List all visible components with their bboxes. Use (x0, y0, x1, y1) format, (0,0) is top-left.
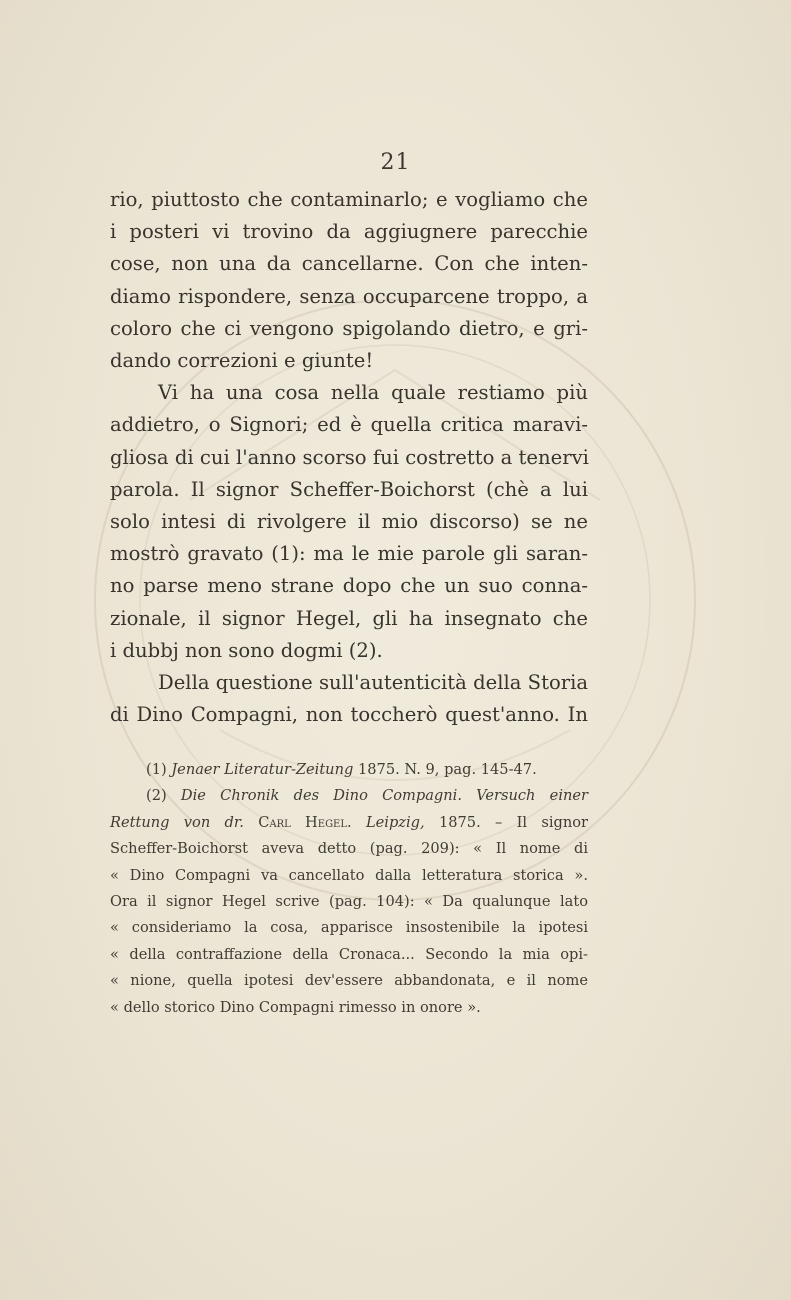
footnote-marker: (1) (146, 761, 167, 778)
footnote-marker: (2) (146, 787, 167, 805)
text-line: « nione, quella ipotesi dev'essere abbandonata, e il nome (110, 972, 588, 990)
text-line: zionale, il signor Hegel, gli ha insegnato che (110, 606, 588, 630)
text-line: gliosa di cui l'anno scorso fui costretto a tenervi (110, 445, 589, 469)
text-line: i dubbj non sono dogmi (2). (110, 638, 383, 662)
paragraph (110, 377, 588, 667)
text-line: « dello storico Dino Compagni rimesso in onore ». (110, 998, 481, 1016)
page-number: 21 (380, 150, 411, 175)
text-line: Della questione sull'autenticità della Storia (158, 671, 589, 695)
main-text (110, 184, 588, 731)
text-line: « consideriamo la cosa, apparisce insostenibile la ipotesi (110, 919, 588, 937)
text-line: solo intesi di rivolgere il mio discorso) se ne (110, 510, 588, 534)
journal-title: Jenaer Literatur-Zeitung (171, 761, 354, 778)
citation: 1875. – Il signor (438, 813, 589, 831)
text-line (110, 757, 588, 783)
text-line (110, 783, 588, 809)
text-line: diamo rispondere, senza occuparcene troppo, a (110, 284, 588, 308)
text-line: mostrò gravato (1): ma le mie parole gli saran- (110, 542, 588, 566)
text-line: di Dino Compagni, non toccherò quest'anno. In (110, 703, 588, 727)
footnote-1 (110, 757, 588, 783)
publication-place: Leipzig, (365, 813, 425, 831)
text-line: no parse meno strane dopo che un suo conna- (110, 574, 588, 598)
book-title: Die Chronik des Dino Compagni. Versuch einer (180, 787, 588, 805)
text-line: parola. Il signor Scheffer-Boichorst (chè a lui (110, 477, 588, 501)
text-line: Scheffer-Boichorst aveva detto (pag. 209): « Il nome di (110, 840, 588, 858)
book-title-cont: Rettung von dr. (110, 813, 244, 831)
text-line: Vi ha una cosa nella quale restiamo più (158, 381, 588, 405)
text-line: « Dino Compagni va cancellato dalla letteratura storica ». (110, 866, 588, 884)
paragraph (110, 667, 588, 731)
footnotes (110, 757, 588, 1021)
text-line: rio, piuttosto che contaminarlo; e vogliamo che (110, 188, 588, 211)
text-line: « della contraffazione della Cronaca... Secondo la mia opi- (110, 945, 588, 963)
text-line: cose, non una da cancellarne. Con che inten- (110, 252, 588, 276)
text-line: dando correzioni e giunte! (110, 349, 374, 373)
text-line: Ora il signor Hegel scrive (pag. 104): « Da qualunque lato (110, 893, 588, 911)
text-line: i posteri vi trovino da aggiugnere parecchie (110, 220, 588, 244)
footnote-2 (110, 783, 588, 1021)
text-line: addietro, o Signori; ed è quella critica maravi- (110, 413, 588, 437)
paragraph (110, 184, 588, 377)
author-name: Carl Hegel. (258, 813, 352, 831)
citation: 1875. N. 9, pag. 145-47. (357, 761, 537, 778)
text-line (110, 810, 588, 836)
text-line: coloro che ci vengono spigolando dietro, e gri- (110, 316, 588, 340)
